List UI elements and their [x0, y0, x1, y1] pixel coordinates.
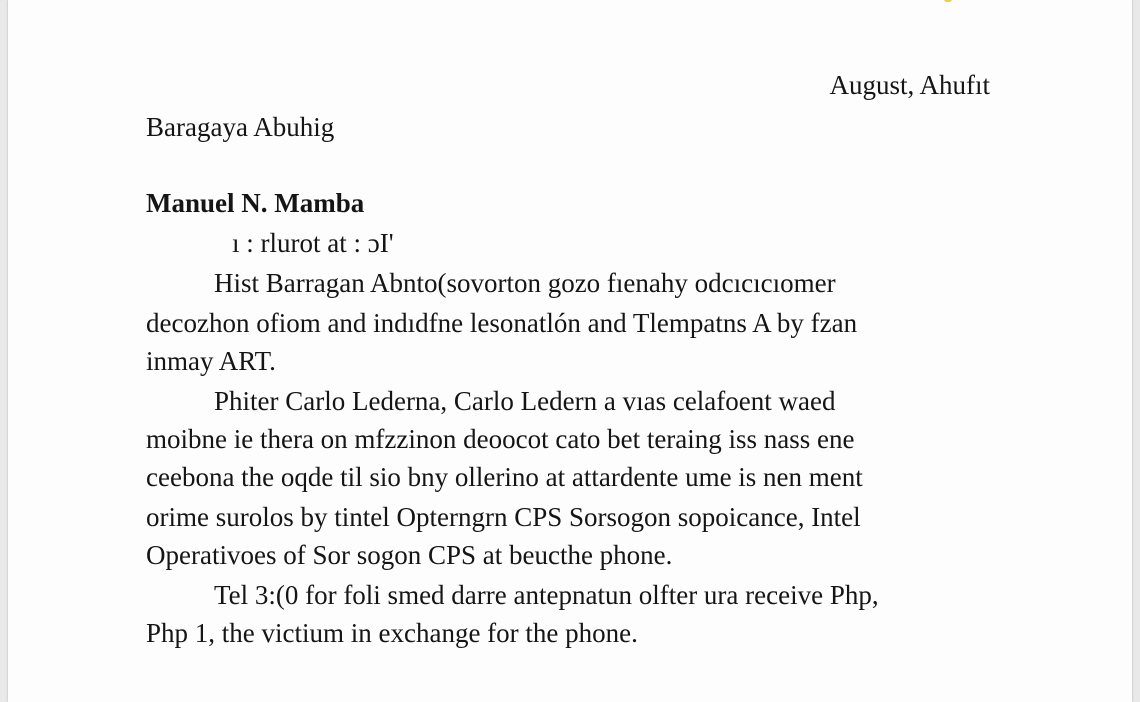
- paragraph-2-line-2: moibne ie thera on mfzzinon deoocot cato bet teraing iss nass ene: [146, 424, 855, 454]
- paragraph-2-line-5: Operativoes of Sor sogon CPS at beucthe phone.: [146, 540, 673, 570]
- letter-date: August, Ahufıt: [829, 70, 990, 100]
- paragraph-3-line-1: Tel 3:(0 for foli smed darre antepnatun olfter ura receive Php,: [214, 580, 879, 610]
- highlight-mark: [944, 0, 952, 2]
- addressee-line: Baragaya Abuhig: [146, 112, 335, 142]
- paragraph-2-line-3: ceebona the oqde til sio bny ollerino at attardente ume is nen ment: [146, 462, 863, 492]
- paragraph-1-line-3: inmay ART.: [146, 346, 276, 376]
- letter-page: [8, 0, 1132, 702]
- paragraph-1-line-1: Hist Barragan Abnto(sovorton gozo fıenahy odcıcıcıomer: [214, 268, 836, 298]
- paragraph-1-line-2: decozhon ofiom and indıdfne lesonatlón and Tlempatns A by fzan: [146, 308, 858, 338]
- subject-line: ı : rlurot at : ɔI': [232, 228, 394, 258]
- paragraph-3-line-2: Php 1, the victium in exchange for the phone.: [146, 618, 638, 648]
- paragraph-2-line-4: orime surolos by tintel Opterngrn CPS Sorsogon sopoicance, Intel: [146, 502, 861, 532]
- sender-name: Manuel N. Mamba: [146, 188, 365, 218]
- paragraph-2-line-1: Phiter Carlo Lederna, Carlo Ledern a vıas celafoent waed: [214, 386, 836, 416]
